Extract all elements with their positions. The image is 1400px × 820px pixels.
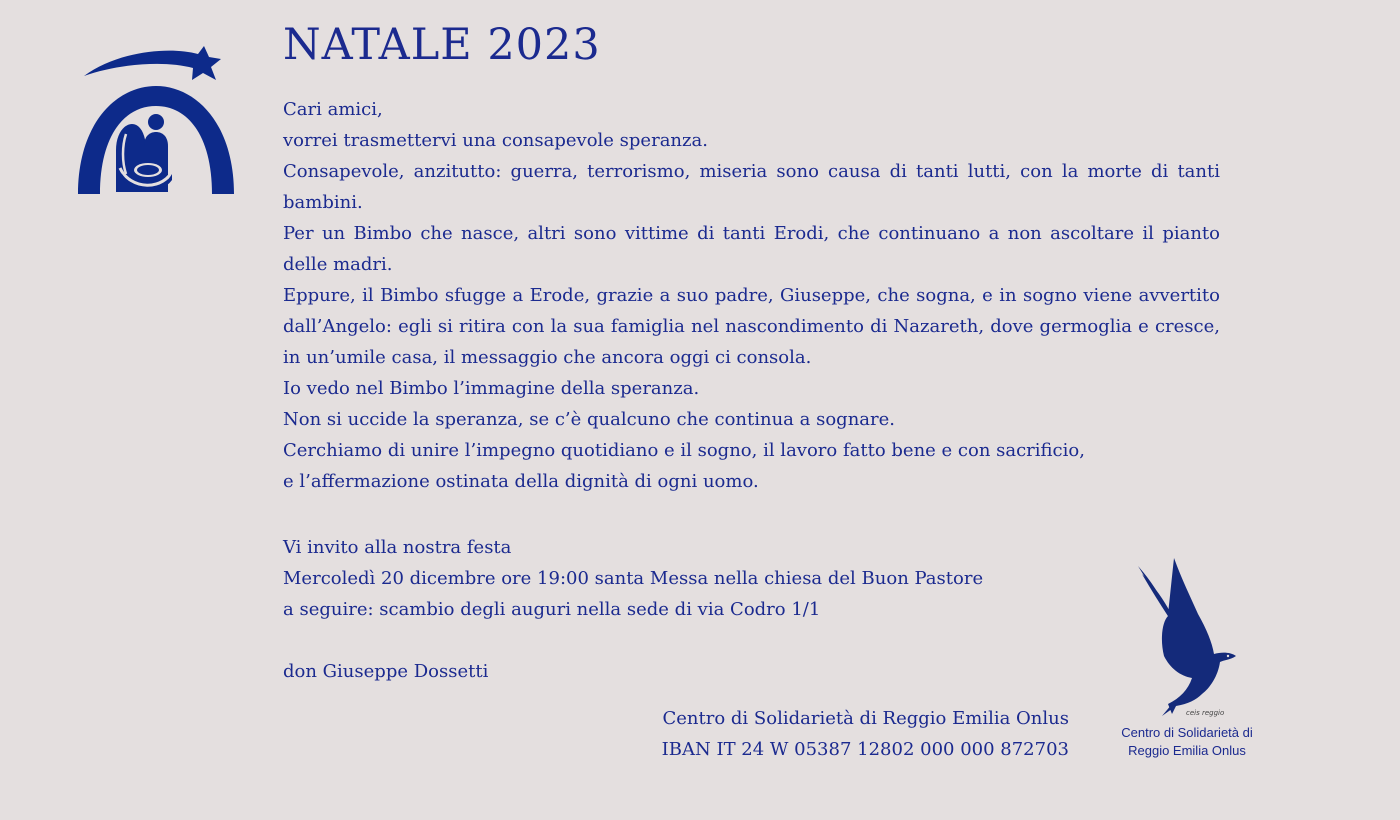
letter-paragraph: Cari amici, xyxy=(283,99,383,120)
logo-caption-line: Reggio Emilia Onlus xyxy=(1128,743,1246,758)
invitation-block xyxy=(283,532,983,625)
logo-caption-line: Centro di Solidarietà di xyxy=(1121,725,1253,740)
organization-name: Centro di Solidarietà di Reggio Emilia Onlus xyxy=(662,708,1069,729)
letter-paragraph: vorrei trasmettervi una consapevole speranza. xyxy=(283,130,708,151)
iban: IBAN IT 24 W 05387 12802 000 000 872703 xyxy=(661,739,1069,760)
dove-icon xyxy=(1132,556,1242,716)
footer-organization-info xyxy=(662,703,1069,765)
logo-caption xyxy=(1104,724,1270,760)
letter-paragraph: Cerchiamo di unire l’impegno quotidiano e il sogno, il lavoro fatto bene e con sacrificio, xyxy=(283,440,1085,461)
letter-body xyxy=(283,94,1220,497)
letter-paragraph: e l’affermazione ostinata della dignità di ogni uomo. xyxy=(283,471,759,492)
invitation-line: Vi invito alla nostra festa xyxy=(283,537,512,558)
logo-small-text: ceis reggio xyxy=(1186,709,1225,717)
letter-paragraph: Eppure, il Bimbo sfugge a Erode, grazie a suo padre, Giuseppe, che sogna, e in sogno viene avvertito dall’Angelo: egli si ritira con la sua famiglia nel nascondimento di Nazareth, dove germoglia e cresce, in un’umile casa, il messaggio che ancora oggi ci consola. xyxy=(283,285,1220,368)
letter-paragraph: Consapevole, anzitutto: guerra, terrorismo, miseria sono causa di tanti lutti, con la morte di tanti bambini. xyxy=(283,161,1220,213)
letter-paragraph: Per un Bimbo che nasce, altri sono vittime di tanti Erodi, che continuano a non ascoltare il pianto delle madri. xyxy=(283,223,1220,275)
letter-paragraph: Io vedo nel Bimbo l’immagine della speranza. xyxy=(283,378,700,399)
invitation-line: Mercoledì 20 dicembre ore 19:00 santa Messa nella chiesa del Buon Pastore xyxy=(283,568,984,589)
signature: don Giuseppe Dossetti xyxy=(283,661,489,682)
invitation-line: a seguire: scambio degli auguri nella sede di via Codro 1/1 xyxy=(283,599,821,620)
nativity-logo-icon xyxy=(76,42,236,198)
page-title: NATALE 2023 xyxy=(283,20,601,70)
letter-paragraph: Non si uccide la speranza, se c’è qualcuno che continua a sognare. xyxy=(283,409,895,430)
